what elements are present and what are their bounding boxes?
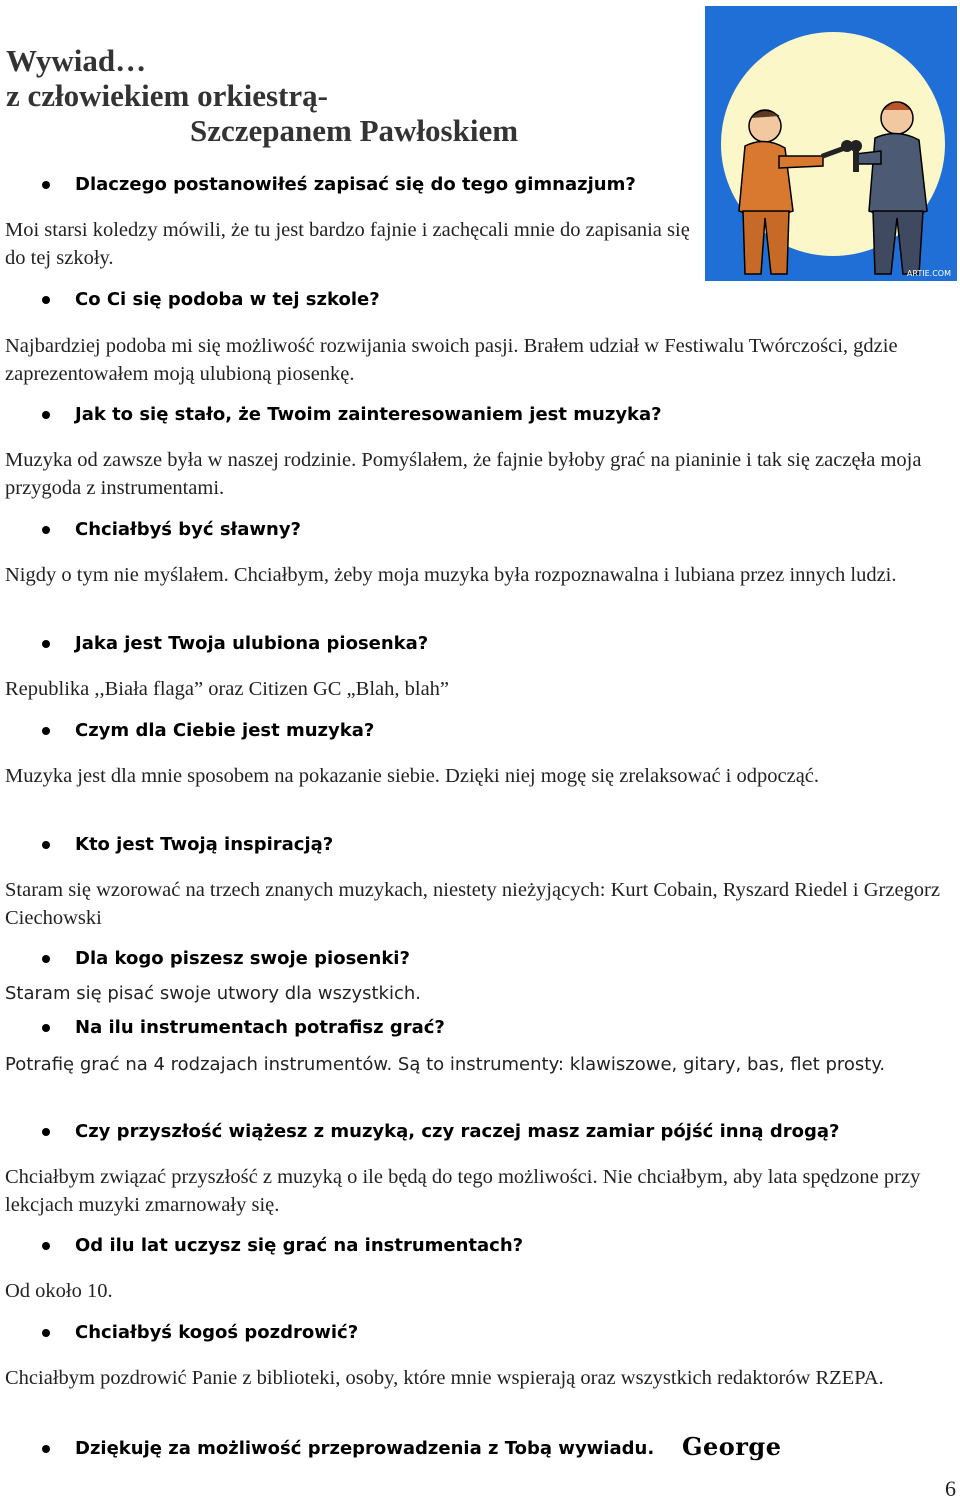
answer: Od około 10. bbox=[5, 1280, 113, 1302]
question-text: Dlaczego postanowiłeś zapisać się do tego gimnazjum? bbox=[75, 174, 636, 195]
bullet-icon bbox=[42, 1024, 50, 1032]
bullet-icon bbox=[42, 727, 50, 735]
question-text: Na ilu instrumentach potrafisz grać? bbox=[75, 1017, 445, 1038]
interview-illustration bbox=[705, 6, 957, 281]
illustration-caption: ARTIE.COM bbox=[906, 269, 951, 278]
bullet-icon bbox=[42, 640, 50, 648]
question-text: Czym dla Ciebie jest muzyka? bbox=[75, 720, 375, 741]
answer: Nigdy o tym nie myślałem. Chciałbym, żeby moja muzyka była rozpoznawalna i lubiana przez innych ludzi. bbox=[5, 564, 897, 586]
answer: Potrafię grać na 4 rodzajach instrumentów. Są to instrumenty: klawiszowe, gitary, bas, flet prosty. bbox=[5, 1054, 886, 1075]
bullet-icon bbox=[42, 526, 50, 534]
answer: Chciałbym pozdrowić Panie z biblioteki, osoby, które mnie wspierają oraz wszystkich redaktorów RZEPA. bbox=[5, 1367, 884, 1389]
bullet-icon bbox=[42, 296, 50, 304]
question-text: Jak to się stało, że Twoim zainteresowaniem jest muzyka? bbox=[75, 404, 662, 425]
question-text: Czy przyszłość wiążesz z muzyką, czy raczej masz zamiar pójść inną drogą? bbox=[75, 1121, 840, 1142]
title-line-2: z człowiekiem orkiestrą- bbox=[6, 77, 328, 113]
page-number: 6 bbox=[945, 1476, 956, 1501]
closing-thanks: Dziękuję za możliwość przeprowadzenia z Tobą wywiadu. bbox=[75, 1438, 655, 1459]
answer: Moi starsi koledzy mówili, że tu jest bardzo fajnie i zachęcali mnie do zapisania się do tej szkoły. bbox=[5, 219, 690, 269]
answer: Staram się wzorować na trzech znanych muzykach, niestety nieżyjących: Kurt Cobain, Ryszard Riedel i Grzegorz Ciechowski bbox=[5, 879, 940, 929]
answer: Chciałbym związać przyszłość z muzyką o ile będą do tego możliwości. Nie chciałbym, aby lata spędzone przy lekcjach muzyki zmarnowały się. bbox=[5, 1166, 921, 1216]
bullet-icon bbox=[42, 841, 50, 849]
answer: Najbardziej podoba mi się możliwość rozwijania swoich pasji. Brałem udział w Festiwalu Twórczości, gdzie zaprezentowałem moją ulubioną piosenkę. bbox=[5, 335, 898, 385]
answer: Republika ,,Biała flaga” oraz Citizen GC „Blah, blah” bbox=[5, 678, 450, 700]
bullet-icon bbox=[42, 1242, 50, 1250]
question-text: Chciałbyś być sławny? bbox=[75, 519, 302, 540]
bullet-icon bbox=[42, 955, 50, 963]
answer: Muzyka od zawsze była w naszej rodzinie. Pomyślałem, że fajnie byłoby grać na pianinie i tak się zaczęła moja przygoda z instrumentami. bbox=[5, 449, 922, 499]
question-text: Co Ci się podoba w tej szkole? bbox=[75, 289, 380, 310]
question-text: Od ilu lat uczysz się grać na instrumentach? bbox=[75, 1235, 524, 1256]
question-text: Jaka jest Twoja ulubiona piosenka? bbox=[75, 633, 429, 654]
answer: Staram się pisać swoje utwory dla wszystkich. bbox=[5, 983, 421, 1004]
author-signature: George bbox=[682, 1432, 782, 1461]
title-line-1: Wywiad… bbox=[6, 42, 147, 78]
bullet-icon bbox=[42, 1128, 50, 1136]
bullet-icon bbox=[42, 411, 50, 419]
article-title bbox=[6, 43, 518, 148]
bullet-icon bbox=[42, 1445, 50, 1453]
bullet-icon bbox=[42, 181, 50, 189]
bullet-icon bbox=[42, 1329, 50, 1337]
title-line-3: Szczepanem Pawłoskiem bbox=[190, 112, 519, 148]
question-text: Dla kogo piszesz swoje piosenki? bbox=[75, 948, 410, 969]
question-text: Chciałbyś kogoś pozdrowić? bbox=[75, 1322, 359, 1343]
question-text: Kto jest Twoją inspiracją? bbox=[75, 834, 334, 855]
answer: Muzyka jest dla mnie sposobem na pokazanie siebie. Dzięki niej mogę się zrelaksować i odpocząć. bbox=[5, 765, 820, 787]
